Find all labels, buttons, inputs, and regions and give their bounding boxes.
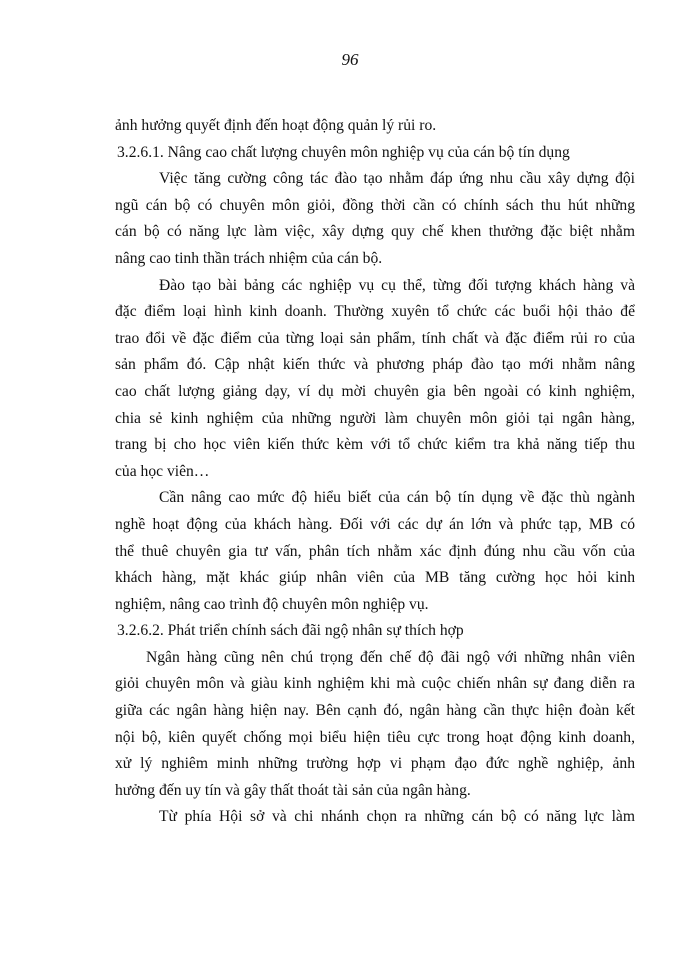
text-line: ngũ cán bộ có chuyên môn giỏi, đồng thời cần có chính sách thu hút những xyxy=(115,196,635,214)
text-line: thể thuê chuyên gia tư vấn, phân tích nhằm xác định đúng nhu cầu vốn của xyxy=(115,542,635,560)
text-line: giữa các ngân hàng hiện nay. Bên cạnh đó, ngân hàng cần thực hiện đoàn kết xyxy=(115,702,635,720)
text-line: trang bị cho học viên kiến thức kèm với tổ chức kiểm tra khả năng tiếp thu xyxy=(115,436,635,454)
text-line: nâng cao tinh thần trách nhiệm của cán bộ. xyxy=(115,249,383,267)
text-line: xử lý nghiêm minh những trường hợp vi phạm đạo đức nghề nghiệp, ảnh xyxy=(115,755,635,773)
section-heading: 3.2.6.1. Nâng cao chất lượng chuyên môn nghiệp vụ của cán bộ tín dụng xyxy=(117,143,570,161)
text-line: cán bộ có năng lực làm việc, xây dựng quy chế khen thưởng đặc biệt nhằm xyxy=(115,223,635,241)
text-line: nghề hoạt động của khách hàng. Đối với các dự án lớn và phức tạp, MB có xyxy=(115,515,635,533)
text-line: Ngân hàng cũng nên chú trọng đến chế độ đãi ngộ với những nhân viên xyxy=(146,648,635,666)
text-line: Cần nâng cao mức độ hiểu biết của cán bộ tín dụng về đặc thù ngành xyxy=(159,489,635,507)
body-text xyxy=(115,113,635,831)
text-line: khách hàng, mặt khác giúp nhân viên của MB tăng cường học hỏi kinh xyxy=(115,569,635,587)
text-line: sản phẩm đó. Cập nhật kiến thức và phương pháp đào tạo mới nhằm nâng xyxy=(115,356,635,374)
text-line: Từ phía Hội sở và chi nhánh chọn ra những cán bộ có năng lực làm xyxy=(159,808,635,826)
text-line: cao chất lượng giảng dạy, ví dụ mời chuyên gia bên ngoài có kinh nghiệm, xyxy=(115,382,635,400)
text-line: của học viên… xyxy=(115,462,210,480)
text-line: Việc tăng cường công tác đào tạo nhằm đáp ứng nhu cầu xây dựng đội xyxy=(159,170,635,188)
text-line: hưởng đến uy tín và gây thất thoát tài sản của ngân hàng. xyxy=(115,781,471,799)
text-line: Đào tạo bài bảng các nghiệp vụ cụ thể, từng đối tượng khách hàng và xyxy=(159,276,635,294)
section-heading: 3.2.6.2. Phát triển chính sách đãi ngộ nhân sự thích hợp xyxy=(117,622,464,640)
text-line: giỏi chuyên môn và giàu kinh nghiệm khi mà cuộc chiến nhân sự đang diễn ra xyxy=(115,675,635,693)
text-line: nội bộ, kiên quyết chống mọi biểu hiện tiêu cực trong hoạt động kinh doanh, xyxy=(115,728,635,746)
text-line: nghiệm, nâng cao trình độ chuyên môn nghiệp vụ. xyxy=(115,595,429,613)
text-line: đặc điểm loại hình kinh doanh. Thường xuyên tổ chức các buổi hội thảo để xyxy=(115,303,635,321)
text-line: trao đổi về đặc điểm của từng loại sản phẩm, tính chất và đặc điểm rủi ro của xyxy=(115,329,635,347)
page-number: 96 xyxy=(341,50,359,69)
text-line: chia sẻ kinh nghiệm của những người làm chuyên môn giỏi tại ngân hàng, xyxy=(115,409,635,427)
text-line: ảnh hưởng quyết định đến hoạt động quản lý rủi ro. xyxy=(115,117,437,134)
